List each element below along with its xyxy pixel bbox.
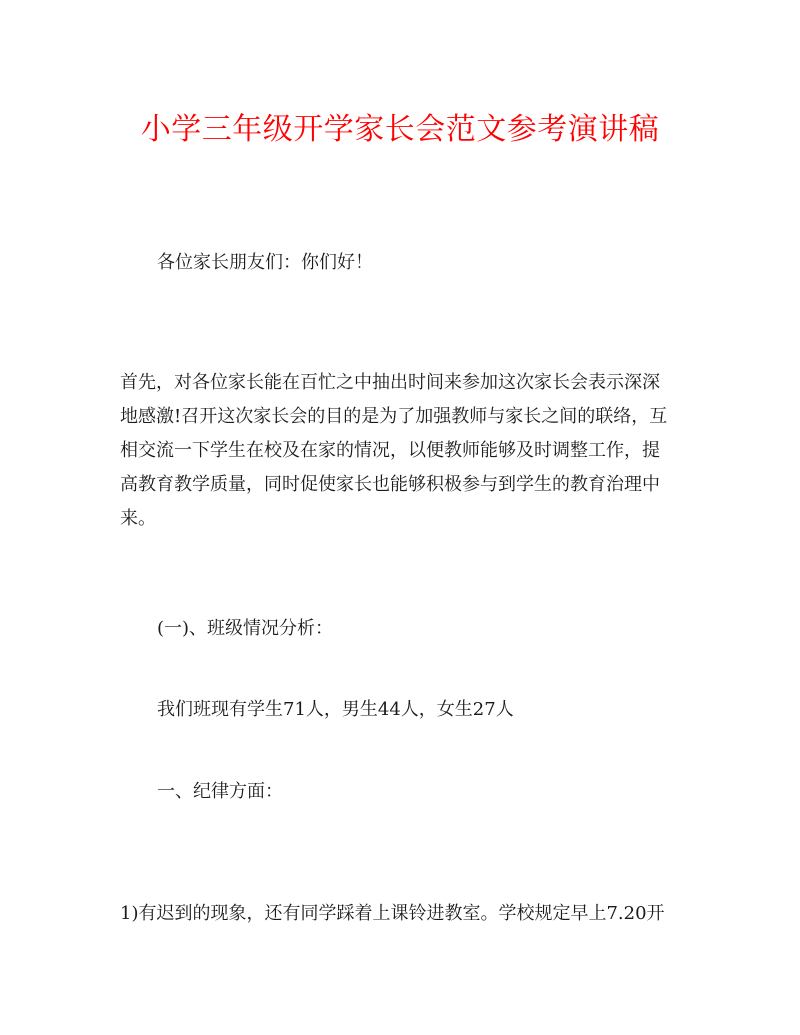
- document-title: 小学三年级开学家长会范文参考演讲稿: [140, 112, 660, 147]
- greeting-paragraph: 各位家长朋友们：你们好！: [157, 252, 373, 273]
- intro-paragraph: 首先，对各位家长能在百忙之中抽出时间来参加这次家长会表示深深地感激!召开这次家长会的目的是为了加强教师与家长之间的联络，互相交流一下学生在校及在家的情况，以便教师能够及时调整工作，提高教育教学质量，同时促使家长也能够积极参与到学生的教育治理中来。: [120, 372, 668, 529]
- discipline-heading: 一、纪律方面：: [157, 781, 283, 802]
- class-analysis-heading: (一)、班级情况分析：: [157, 618, 334, 639]
- discipline-item-1: 1)有迟到的现象，还有同学踩着上课铃进教室。学校规定早上7.20开: [120, 903, 665, 924]
- class-stats-paragraph: 我们班现有学生71人，男生44人，女生27人: [157, 699, 514, 720]
